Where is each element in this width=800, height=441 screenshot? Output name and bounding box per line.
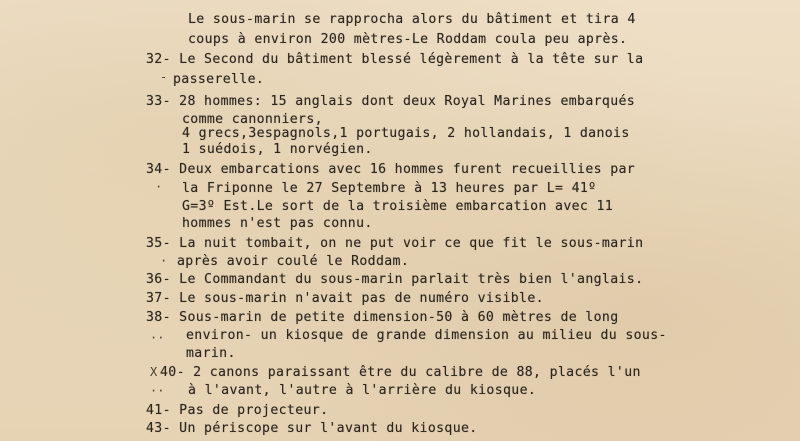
text-line-1: Le sous-marin se rapprocha alors du bâtiment et tira 4 (188, 12, 636, 27)
item-38-line-1: 38- Sous-marin de petite dimension-50 à 60 mètres de long (146, 310, 619, 325)
item-34-line-1: 34- Deux embarcations avec 16 hommes furent recueillies par (146, 162, 636, 177)
item-41: 41- Pas de projecteur. (146, 403, 329, 418)
item-40-line-1: 40- 2 canons paraissant être du calibre de 88, placés l'un (160, 365, 641, 380)
margin-mark: ·· (150, 331, 165, 345)
item-33-line-2: comme canonniers, (182, 112, 323, 127)
item-36: 36- Le Commandant du sous-marin parlait très bien l'anglais. (146, 272, 644, 287)
item-35-line-1: 35- La nuit tombait, on ne put voir ce que fit le sous-marin (146, 236, 644, 251)
item-43: 43- Un périscope sur l'avant du kiosque. (146, 421, 478, 436)
item-33-line-3: 4 grecs,3espagnols,1 portugais, 2 hollandais, 1 danois (182, 126, 630, 141)
item-34-line-3: G=3º Est.Le sort de la troisième embarcation avec 11 (182, 199, 614, 214)
margin-mark: · (160, 254, 168, 268)
margin-mark: X (150, 365, 158, 379)
item-38-line-3: marin. (186, 346, 236, 361)
item-33-line-1: 33- 28 hommes: 15 anglais dont deux Royal Marines embarqués (146, 94, 636, 109)
item-37: 37- Le sous-marin n'avait pas de numéro visible. (146, 291, 544, 306)
item-34-line-4: hommes n'est pas connu. (182, 216, 373, 231)
item-33-line-4: 1 suédois, 1 norvégien. (182, 142, 373, 157)
margin-mark: ·· (150, 384, 165, 398)
text-line-2: coups à environ 200 mètres-Le Roddam coula peu après. (188, 32, 628, 47)
item-40-line-2: à l'avant, l'autre à l'arrière du kiosque. (188, 383, 537, 398)
margin-mark: - (160, 70, 168, 84)
item-34-line-2: la Friponne le 27 Septembre à 13 heures par L= 41º (182, 181, 597, 196)
item-32-line-1: 32- Le Second du bâtiment blessé légèrement à la tête sur la (146, 52, 644, 67)
item-32-line-2: passerelle. (173, 72, 265, 87)
margin-mark: · (155, 180, 163, 194)
item-35-line-2: après avoir coulé le Roddam. (177, 254, 410, 269)
item-38-line-2: environ- un kiosque de grande dimension au milieu du sous- (186, 328, 667, 343)
